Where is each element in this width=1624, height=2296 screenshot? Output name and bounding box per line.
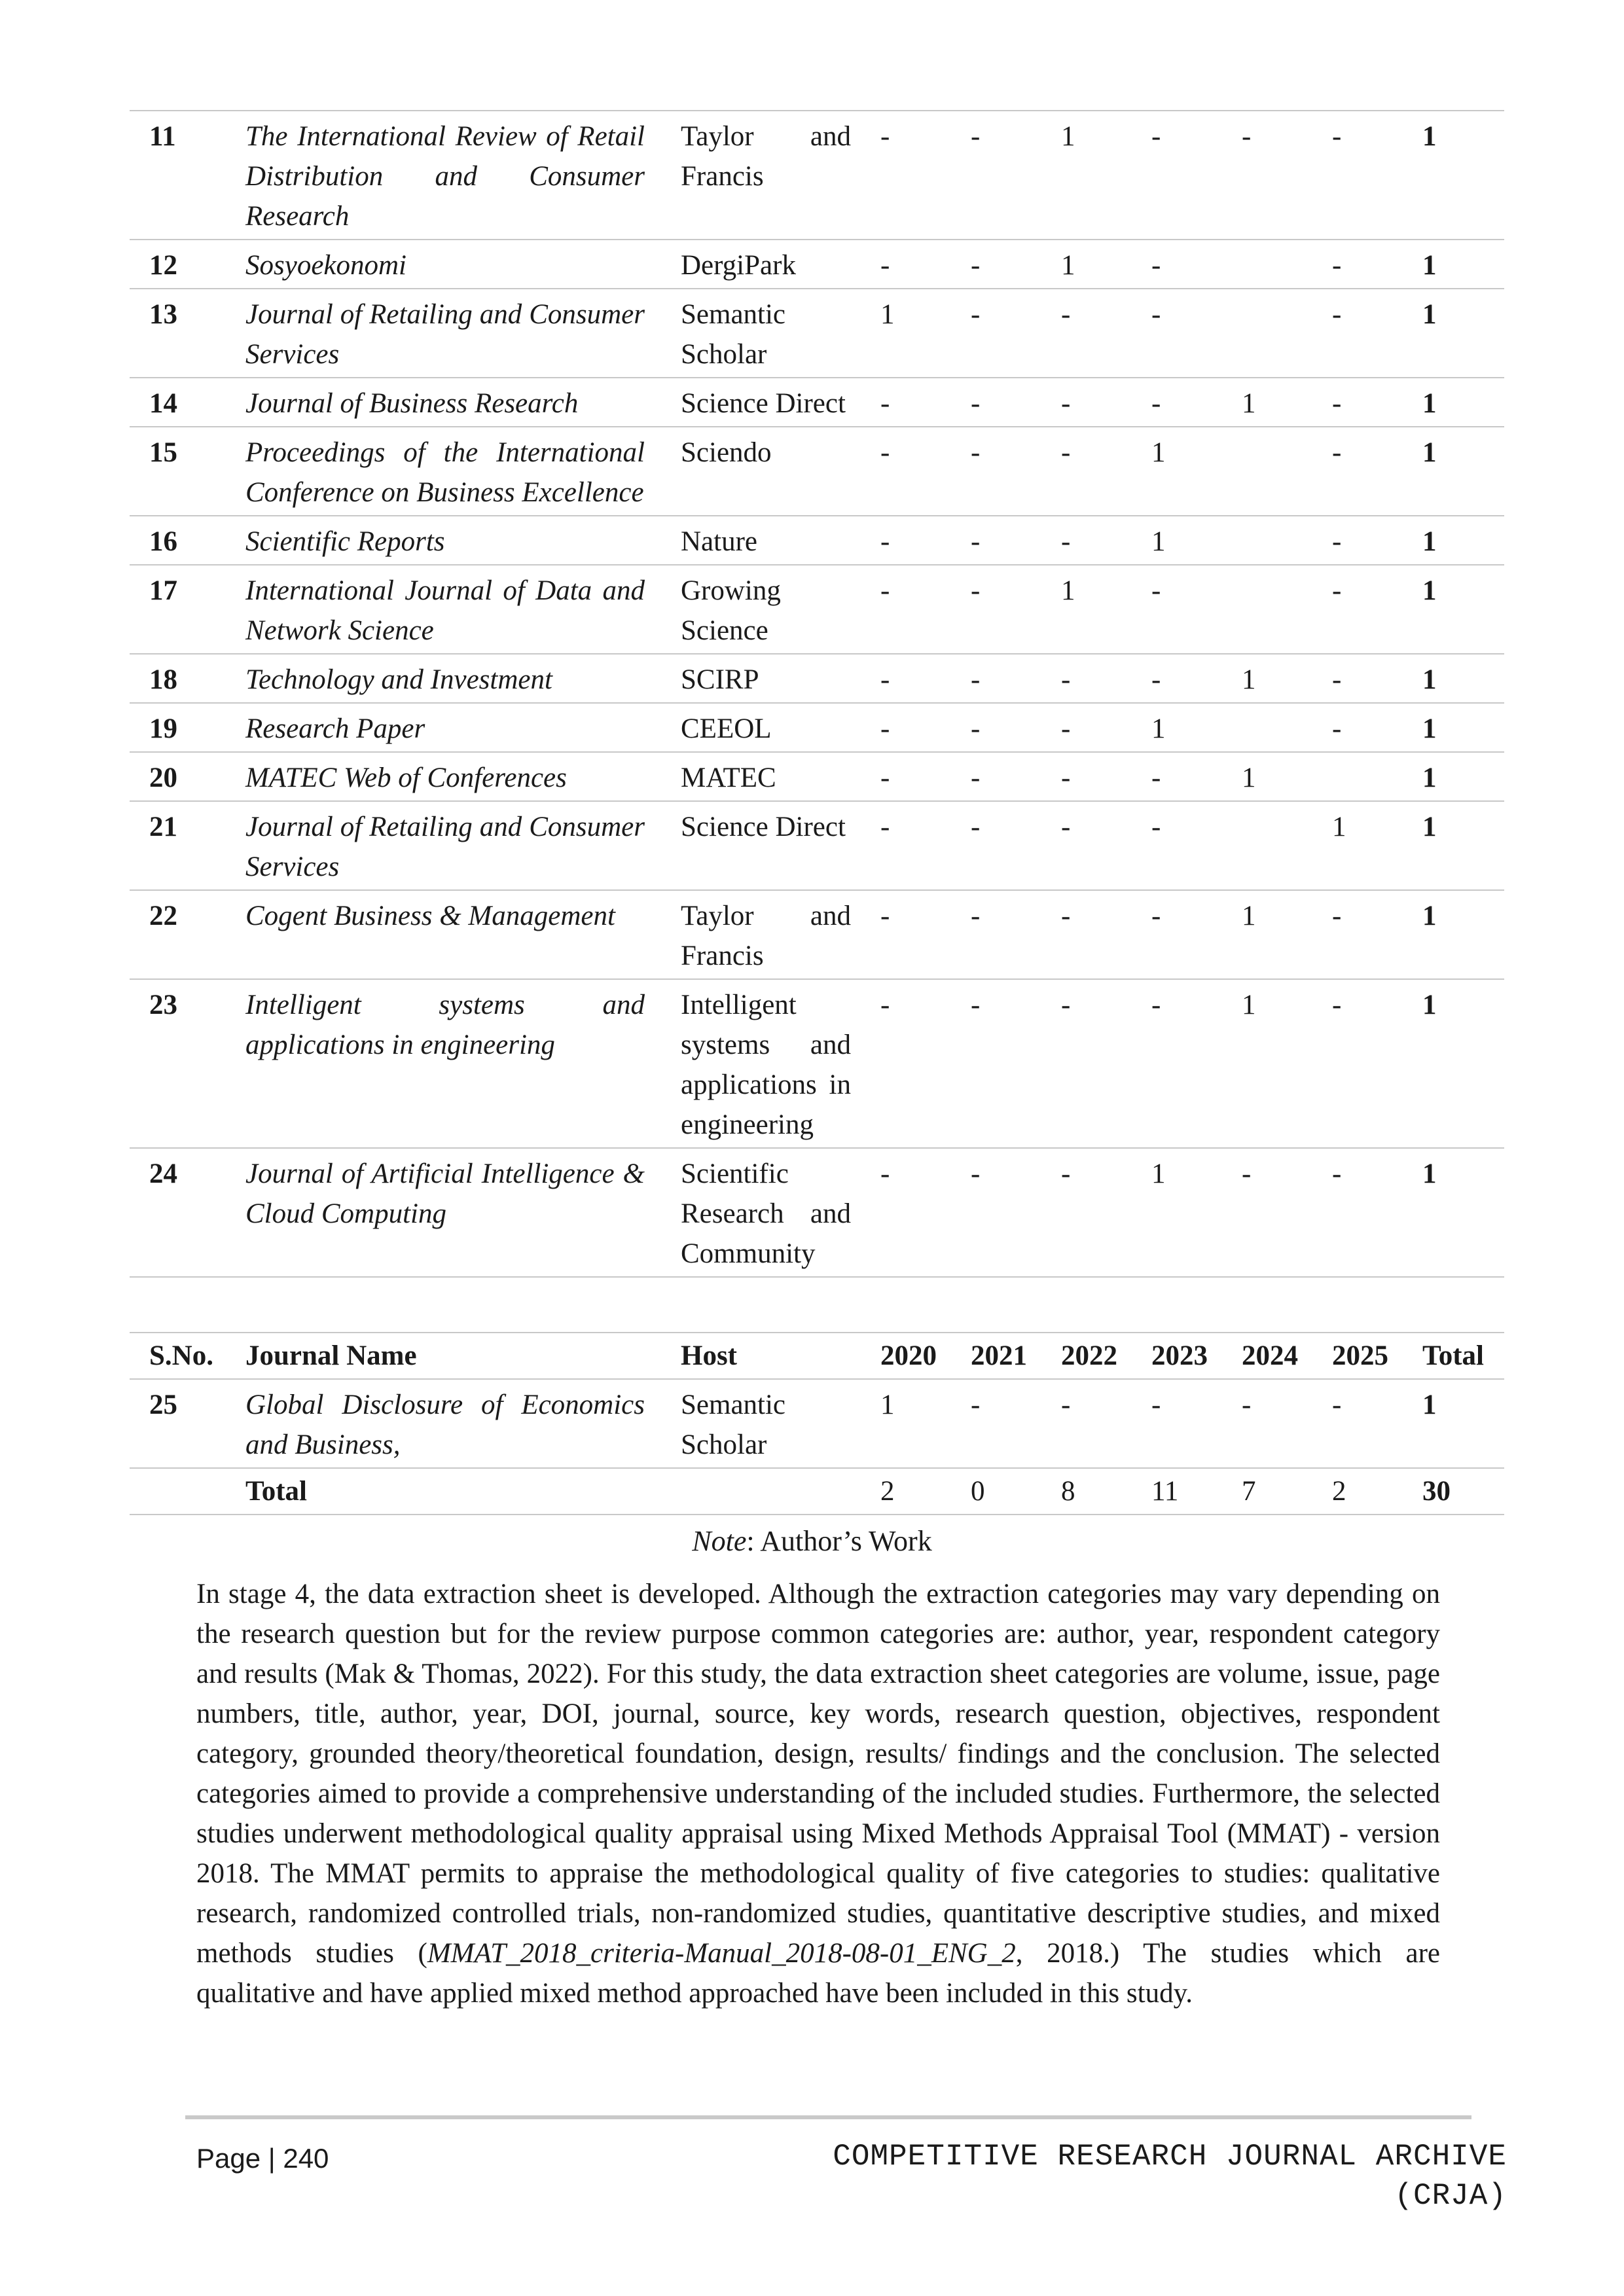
header-host: Host bbox=[681, 1340, 737, 1371]
cell-host: Science Direct bbox=[681, 388, 846, 419]
cell-2022: - bbox=[1061, 901, 1071, 931]
cell-2024 bbox=[1222, 289, 1312, 378]
cell-2021: - bbox=[971, 713, 981, 744]
table-total-row bbox=[130, 1468, 1504, 1515]
cell-2025: - bbox=[1332, 121, 1342, 152]
cell-2025: - bbox=[1332, 1158, 1342, 1189]
cell-2023: - bbox=[1151, 388, 1161, 419]
cell-total: 1 bbox=[1422, 1158, 1437, 1189]
cell-2022: - bbox=[1061, 812, 1071, 842]
cell-sno: 22 bbox=[149, 901, 177, 931]
cell-2024 bbox=[1222, 240, 1312, 289]
table-row bbox=[130, 979, 1504, 1148]
cell-2025: - bbox=[1332, 1390, 1342, 1420]
cell-2025: - bbox=[1332, 437, 1342, 468]
cell-sno: 18 bbox=[149, 664, 177, 695]
cell-total: 1 bbox=[1422, 901, 1437, 931]
cell-total: 1 bbox=[1422, 713, 1437, 744]
table-row bbox=[130, 703, 1504, 752]
cell-2025: - bbox=[1332, 664, 1342, 695]
cell-host: Semantic Scholar bbox=[681, 299, 786, 370]
cell-sno: 13 bbox=[149, 299, 177, 330]
table-row bbox=[130, 1379, 1504, 1468]
page-number: Page | 240 bbox=[196, 2143, 329, 2174]
table-row bbox=[130, 240, 1504, 289]
cell-2023: - bbox=[1151, 575, 1161, 606]
cell-blank bbox=[661, 1468, 861, 1515]
cell-2020: 1 bbox=[880, 1390, 895, 1420]
cell-journal-name: Research Paper bbox=[245, 713, 425, 744]
total-2024: 7 bbox=[1242, 1476, 1256, 1507]
header-2020: 2020 bbox=[880, 1340, 937, 1371]
cell-2025: - bbox=[1332, 388, 1342, 419]
cell-journal-name: Cogent Business & Management bbox=[245, 901, 615, 931]
table-header-row bbox=[130, 1333, 1504, 1379]
cell-sno: 25 bbox=[149, 1390, 177, 1420]
cell-2023: - bbox=[1151, 990, 1161, 1020]
cell-sno: 21 bbox=[149, 812, 177, 842]
cell-2021: - bbox=[971, 121, 981, 152]
cell-2023: 1 bbox=[1151, 713, 1166, 744]
header-2021: 2021 bbox=[971, 1340, 1027, 1371]
cell-2024: 1 bbox=[1242, 762, 1256, 793]
cell-host: SCIRP bbox=[681, 664, 759, 695]
cell-2024: - bbox=[1242, 121, 1252, 152]
cell-2020: 1 bbox=[880, 299, 895, 330]
cell-2021: - bbox=[971, 575, 981, 606]
cell-2025: - bbox=[1332, 713, 1342, 744]
paragraph-citation: MMAT_2018_criteria-Manual_2018-08-01_ENG_2 bbox=[427, 1938, 1016, 1969]
cell-2023: - bbox=[1151, 299, 1161, 330]
cell-2025: - bbox=[1332, 526, 1342, 557]
cell-2022: - bbox=[1061, 713, 1071, 744]
cell-sno: 16 bbox=[149, 526, 177, 557]
table-row bbox=[130, 516, 1504, 565]
cell-sno: 23 bbox=[149, 990, 177, 1020]
cell-2020: - bbox=[880, 388, 890, 419]
cell-2023: 1 bbox=[1151, 437, 1166, 468]
total-overall: 30 bbox=[1422, 1476, 1451, 1507]
journal-name-footer: COMPETITIVE RESEARCH JOURNAL ARCHIVE (CRJA) bbox=[833, 2140, 1507, 2213]
table-row bbox=[130, 378, 1504, 427]
cell-2022: 1 bbox=[1061, 250, 1075, 281]
cell-journal-name: Scientific Reports bbox=[245, 526, 445, 557]
total-2025: 2 bbox=[1332, 1476, 1346, 1507]
cell-journal-name: MATEC Web of Conferences bbox=[245, 762, 567, 793]
table-row bbox=[130, 111, 1504, 240]
cell-2021: - bbox=[971, 1158, 981, 1189]
cell-2020: - bbox=[880, 575, 890, 606]
cell-sno: 12 bbox=[149, 250, 177, 281]
cell-sno: 15 bbox=[149, 437, 177, 468]
cell-2024 bbox=[1222, 427, 1312, 516]
total-2021: 0 bbox=[971, 1476, 985, 1507]
cell-journal-name: The International Review of Retail Distribution and Consumer Research bbox=[245, 121, 645, 232]
cell-2024: 1 bbox=[1242, 990, 1256, 1020]
cell-host: CEEOL bbox=[681, 713, 772, 744]
cell-2024: 1 bbox=[1242, 901, 1256, 931]
journal-table-body bbox=[130, 111, 1504, 1277]
cell-2024: - bbox=[1242, 1390, 1252, 1420]
cell-2025: 1 bbox=[1332, 812, 1346, 842]
cell-2023: - bbox=[1151, 121, 1161, 152]
cell-journal-name: International Journal of Data and Network Science bbox=[245, 575, 645, 646]
cell-journal-name: Global Disclosure of Economics and Business, bbox=[245, 1390, 645, 1460]
header-total: Total bbox=[1422, 1340, 1484, 1371]
cell-2020: - bbox=[880, 812, 890, 842]
table-row bbox=[130, 289, 1504, 378]
cell-host: Science Direct bbox=[681, 812, 846, 842]
cell-2022: - bbox=[1061, 1390, 1071, 1420]
cell-2023: - bbox=[1151, 901, 1161, 931]
cell-2020: - bbox=[880, 437, 890, 468]
cell-journal-name: Journal of Retailing and Consumer Services bbox=[245, 299, 645, 370]
cell-2021: - bbox=[971, 664, 981, 695]
cell-2025: - bbox=[1332, 990, 1342, 1020]
cell-host: Taylor and Francis bbox=[681, 901, 851, 971]
cell-journal-name: Sosyoekonomi bbox=[245, 250, 406, 281]
cell-host: Semantic Scholar bbox=[681, 1390, 786, 1460]
total-2020: 2 bbox=[880, 1476, 895, 1507]
cell-total: 1 bbox=[1422, 762, 1437, 793]
cell-journal-name: Journal of Retailing and Consumer Services bbox=[245, 812, 645, 882]
cell-journal-name: Intelligent systems and applications in engineering bbox=[245, 990, 645, 1060]
cell-sno: 14 bbox=[149, 388, 177, 419]
cell-2025: - bbox=[1332, 299, 1342, 330]
table-row bbox=[130, 427, 1504, 516]
table-note bbox=[0, 1522, 1624, 1561]
cell-2023: - bbox=[1151, 250, 1161, 281]
header-sno: S.No. bbox=[149, 1340, 213, 1371]
cell-sno: 20 bbox=[149, 762, 177, 793]
body-paragraph bbox=[196, 1574, 1440, 2013]
cell-2025: - bbox=[1332, 250, 1342, 281]
table-row bbox=[130, 890, 1504, 979]
cell-2020: - bbox=[880, 762, 890, 793]
cell-2021: - bbox=[971, 762, 981, 793]
cell-2023: - bbox=[1151, 812, 1161, 842]
cell-2024 bbox=[1222, 565, 1312, 654]
cell-total: 1 bbox=[1422, 299, 1437, 330]
cell-total: 1 bbox=[1422, 526, 1437, 557]
cell-2023: 1 bbox=[1151, 526, 1166, 557]
cell-host: Taylor and Francis bbox=[681, 121, 851, 192]
cell-2024: - bbox=[1242, 1158, 1252, 1189]
header-journal-name: Journal Name bbox=[245, 1340, 417, 1371]
cell-2024: 1 bbox=[1242, 664, 1256, 695]
table-row bbox=[130, 752, 1504, 801]
cell-2022: - bbox=[1061, 526, 1071, 557]
cell-2025: - bbox=[1332, 575, 1342, 606]
cell-total: 1 bbox=[1422, 437, 1437, 468]
cell-journal-name: Proceedings of the International Conference on Business Excellence bbox=[245, 437, 645, 508]
cell-sno: 19 bbox=[149, 713, 177, 744]
total-2022: 8 bbox=[1061, 1476, 1075, 1507]
cell-2020: - bbox=[880, 901, 890, 931]
cell-sno: 11 bbox=[149, 121, 176, 152]
total-2023: 11 bbox=[1151, 1476, 1179, 1507]
cell-2021: - bbox=[971, 901, 981, 931]
cell-2020: - bbox=[880, 713, 890, 744]
table-row bbox=[130, 1148, 1504, 1277]
footer-divider bbox=[185, 2115, 1471, 2119]
cell-2020: - bbox=[880, 990, 890, 1020]
total-label: Total bbox=[245, 1476, 307, 1507]
cell-host: Intelligent systems and applications in engineering bbox=[681, 990, 851, 1140]
cell-journal-name: Journal of Artificial Intelligence & Cloud Computing bbox=[245, 1158, 645, 1229]
cell-total: 1 bbox=[1422, 575, 1437, 606]
cell-journal-name: Technology and Investment bbox=[245, 664, 552, 695]
cell-host: MATEC bbox=[681, 762, 776, 793]
cell-2024: 1 bbox=[1242, 388, 1256, 419]
cell-2023: 1 bbox=[1151, 1158, 1166, 1189]
cell-journal-name: Journal of Business Research bbox=[245, 388, 579, 419]
header-2025: 2025 bbox=[1332, 1340, 1388, 1371]
cell-2024 bbox=[1222, 516, 1312, 565]
journal-table-final bbox=[130, 1332, 1504, 1515]
note-text: : Author’s Work bbox=[746, 1525, 932, 1557]
cell-2022: - bbox=[1061, 664, 1071, 695]
cell-2021: - bbox=[971, 990, 981, 1020]
cell-2021: - bbox=[971, 388, 981, 419]
cell-2023: - bbox=[1151, 762, 1161, 793]
cell-2022: - bbox=[1061, 1158, 1071, 1189]
cell-host: DergiPark bbox=[681, 250, 796, 281]
cell-host: Nature bbox=[681, 526, 757, 557]
cell-host: Scientific Research and Community bbox=[681, 1158, 851, 1269]
cell-2022: - bbox=[1061, 299, 1071, 330]
cell-total: 1 bbox=[1422, 664, 1437, 695]
cell-2021: - bbox=[971, 250, 981, 281]
cell-2020: - bbox=[880, 664, 890, 695]
cell-2021: - bbox=[971, 526, 981, 557]
cell-2023: - bbox=[1151, 1390, 1161, 1420]
table-row bbox=[130, 654, 1504, 703]
cell-2025: - bbox=[1332, 901, 1342, 931]
cell-2025 bbox=[1312, 752, 1403, 801]
cell-2021: - bbox=[971, 437, 981, 468]
cell-2021: - bbox=[971, 299, 981, 330]
cell-2020: - bbox=[880, 526, 890, 557]
table-row bbox=[130, 801, 1504, 890]
cell-2020: - bbox=[880, 250, 890, 281]
note-label: Note bbox=[692, 1525, 747, 1557]
cell-total: 1 bbox=[1422, 1390, 1437, 1420]
cell-total: 1 bbox=[1422, 121, 1437, 152]
cell-2022: - bbox=[1061, 762, 1071, 793]
cell-2022: 1 bbox=[1061, 121, 1075, 152]
cell-2020: - bbox=[880, 1158, 890, 1189]
cell-sno: 24 bbox=[149, 1158, 177, 1189]
cell-2024 bbox=[1222, 801, 1312, 890]
cell-2024 bbox=[1222, 703, 1312, 752]
cell-total: 1 bbox=[1422, 250, 1437, 281]
paragraph-text-1: In stage 4, the data extraction sheet is developed. Although the extraction categories may vary depending on the research question but for the review purpose common categories are: author, year, respondent category and results (Mak & Thomas, 2022). For this study, the data extraction sheet categories are volume, issue, page numbers, title, author, year, DOI, journal, source, key words, research question, objectives, respondent category, grounded theory/theoretical foundation, design, results/ findings and the conclusion. The selected categories aimed to provide a comprehensive understanding of the included studies. Furthermore, the selected studies underwent methodological quality appraisal using Mixed Methods Appraisal Tool (MMAT) - version 2018. The MMAT permits to appraise the methodological quality of five categories to studies: qualitative research, randomized controlled trials, non-randomized studies, quantitative descriptive studies, and mixed methods studies ( bbox=[196, 1579, 1440, 1969]
cell-total: 1 bbox=[1422, 990, 1437, 1020]
cell-total: 1 bbox=[1422, 812, 1437, 842]
table-row bbox=[130, 565, 1504, 654]
paragraph-text-2: , 2018.) The studies which are qualitative and have applied mixed method approached have been included in this study. bbox=[196, 1938, 1440, 2009]
cell-blank bbox=[130, 1468, 226, 1515]
cell-sno: 17 bbox=[149, 575, 177, 606]
cell-2022: - bbox=[1061, 990, 1071, 1020]
cell-2022: - bbox=[1061, 388, 1071, 419]
cell-2021: - bbox=[971, 1390, 981, 1420]
header-2023: 2023 bbox=[1151, 1340, 1208, 1371]
cell-host: Sciendo bbox=[681, 437, 772, 468]
cell-2022: - bbox=[1061, 437, 1071, 468]
cell-2022: 1 bbox=[1061, 575, 1075, 606]
header-2024: 2024 bbox=[1242, 1340, 1298, 1371]
cell-host: Growing Science bbox=[681, 575, 781, 646]
cell-2021: - bbox=[971, 812, 981, 842]
cell-2020: - bbox=[880, 121, 890, 152]
header-2022: 2022 bbox=[1061, 1340, 1117, 1371]
cell-total: 1 bbox=[1422, 388, 1437, 419]
journal-table-continued bbox=[130, 110, 1504, 1278]
cell-2023: - bbox=[1151, 664, 1161, 695]
